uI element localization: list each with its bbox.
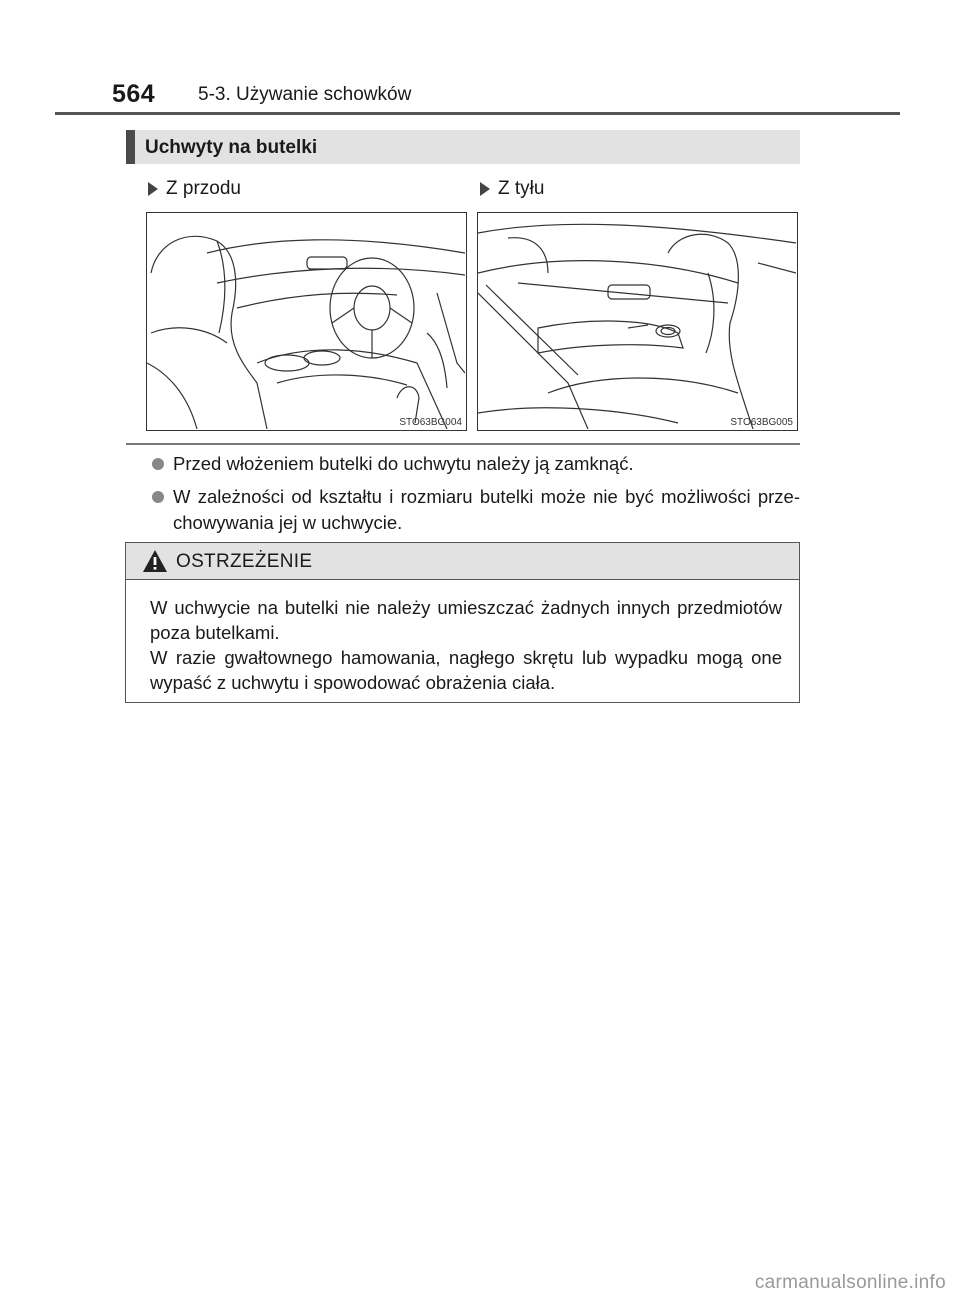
chapter-title: 5-3. Używanie schowków — [198, 84, 412, 105]
figure-code: STO63BG004 — [399, 417, 462, 428]
section-title: Uchwyty na butelki — [145, 137, 318, 158]
warning-title: OSTRZEŻENIE — [176, 551, 313, 572]
warning-line: W razie gwałtownego hamowania, nagłego skrętu lub wypadku mogą one wypaść z uchwytu i spowodować obrażenia ciała. — [150, 647, 782, 693]
warning-header — [126, 543, 799, 580]
note-text: W zależności od kształtu i rozmiaru butelki może nie być możliwości prze-chowywania jej w uchwycie. — [173, 486, 800, 533]
rear-bottle-holder-illustration — [477, 212, 798, 431]
warning-triangle-icon — [142, 549, 168, 573]
figure-label-front — [148, 178, 241, 200]
figure-label-rear-text: Z tyłu — [498, 178, 545, 199]
front-bottle-holder-illustration — [146, 212, 467, 431]
figure-label-rear — [480, 178, 544, 200]
figure-label-front-text: Z przodu — [166, 178, 241, 199]
note-item — [152, 484, 800, 536]
page-number: 564 — [112, 80, 156, 108]
warning-line: W uchwycie na butelki nie należy umieszczać żadnych innych przedmiotów poza butelkami. — [150, 597, 782, 643]
header-divider — [55, 112, 900, 115]
note-item — [152, 451, 800, 477]
triangle-marker-icon — [480, 182, 490, 196]
note-text: Przed włożeniem butelki do uchwytu należy ją zamknąć. — [173, 453, 634, 474]
bullet-dot-icon — [152, 491, 164, 503]
watermark: carmanualsonline.info — [754, 1272, 946, 1293]
figure-code: STO63BG005 — [730, 417, 793, 428]
figure-divider — [126, 443, 800, 445]
bullet-dot-icon — [152, 458, 164, 470]
triangle-marker-icon — [148, 182, 158, 196]
warning-box — [125, 542, 800, 703]
warning-text — [150, 595, 782, 695]
